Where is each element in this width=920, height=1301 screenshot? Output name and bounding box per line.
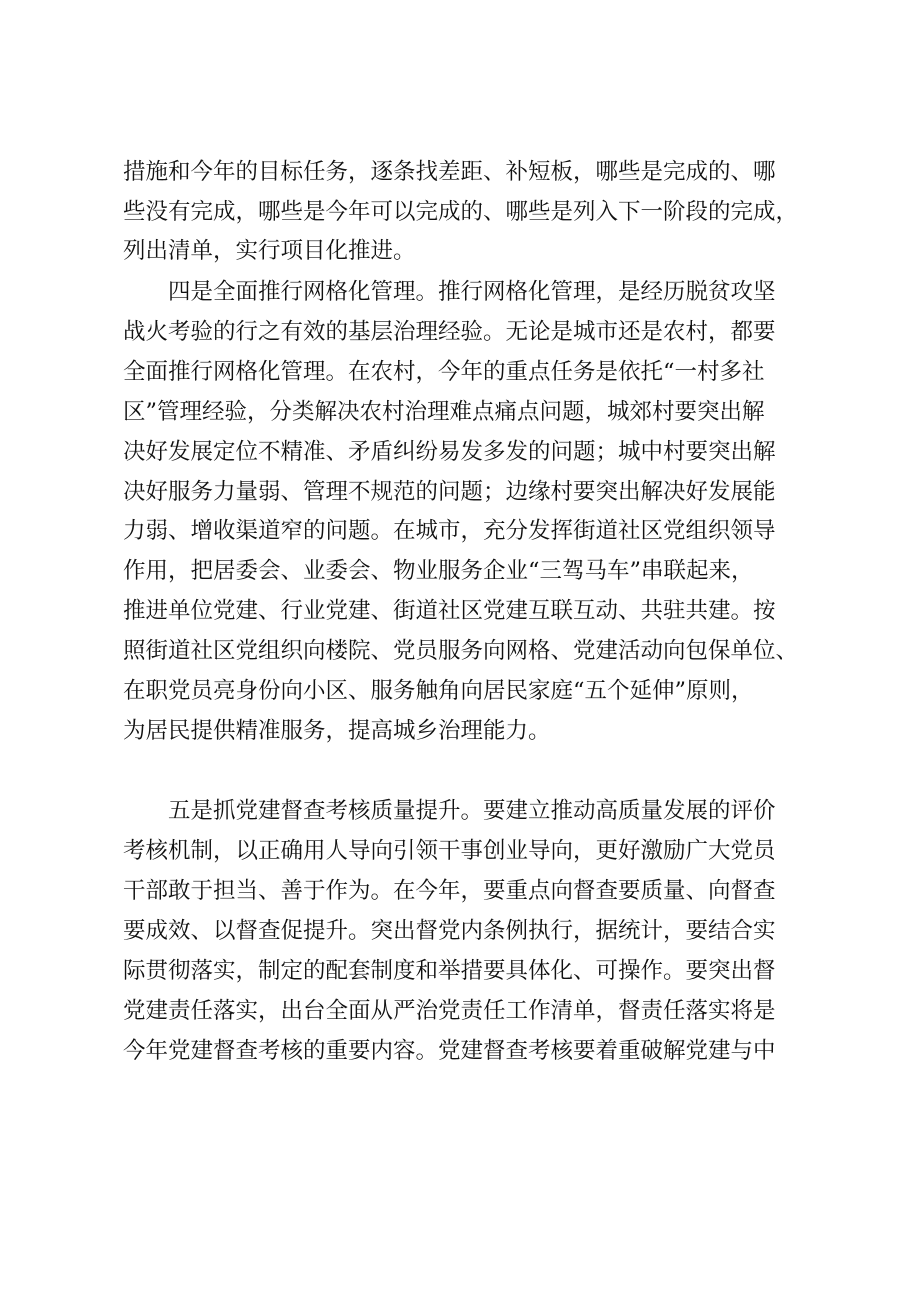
paragraph-line: 作用，把居委会、业委会、物业服务企业“三驾马车”串联起来，	[123, 558, 754, 584]
paragraph-line: 推进单位党建、行业党建、街道社区党建互联互动、共驻共建。按	[123, 598, 776, 624]
paragraph-line: 力弱、增收渠道窄的问题。在城市，充分发挥街道社区党组织领导	[123, 518, 776, 544]
paragraph-line: 今年党建督查考核的重要内容。党建督查考核要着重破解党建与中	[123, 1038, 776, 1064]
paragraph-line: 为居民提供精准服务，提高城乡治理能力。	[123, 718, 551, 744]
paragraph-line: 决好发展定位不精准、矛盾纠纷易发多发的问题；城中村要突出解	[123, 439, 776, 465]
paragraph-line: 要成效、以督查促提升。突出督党内条例执行，据统计，要结合实	[123, 918, 776, 944]
paragraph-line	[123, 751, 803, 791]
paragraph-line: 五是抓党建督查考核质量提升。要建立推动高质量发展的评价	[168, 798, 776, 824]
paragraph-line: 区”管理经验，分类解决农村治理难点痛点问题，城郊村要突出解	[123, 399, 765, 425]
paragraph-line: 战火考验的行之有效的基层治理经验。无论是城市还是农村，都要	[123, 319, 776, 345]
paragraph-line: 措施和今年的目标任务，逐条找差距、补短板，哪些是完成的、哪	[123, 159, 776, 185]
paragraph-line: 照街道社区党组织向楼院、党员服务向网格、党建活动向包保单位、	[123, 638, 799, 664]
paragraph-line: 决好服务力量弱、管理不规范的问题；边缘村要突出解决好发展能	[123, 479, 776, 505]
paragraph-line: 在职党员亮身份向小区、服务触角向居民家庭“五个延伸”原则，	[123, 678, 754, 704]
paragraph-line: 干部敢于担当、善于作为。在今年，要重点向督查要质量、向督查	[123, 878, 776, 904]
paragraph-line: 党建责任落实，出台全面从严治党责任工作清单，督责任落实将是	[123, 998, 776, 1024]
paragraph-line: 列出清单，实行项目化推进。	[123, 238, 416, 264]
paragraph-line: 些没有完成，哪些是今年可以完成的、哪些是列入下一阶段的完成，	[123, 199, 799, 225]
paragraph-line: 考核机制，以正确用人导向引领干事创业导向，更好激励广大党员	[123, 838, 776, 864]
paragraph-line: 四是全面推行网格化管理。推行网格化管理，是经历脱贫攻坚	[168, 279, 776, 305]
paragraph-line: 全面推行网格化管理。在农村，今年的重点任务是依托“一村多社	[123, 359, 765, 385]
paragraph-line: 际贯彻落实，制定的配套制度和举措要具体化、可操作。要突出督	[123, 958, 776, 984]
